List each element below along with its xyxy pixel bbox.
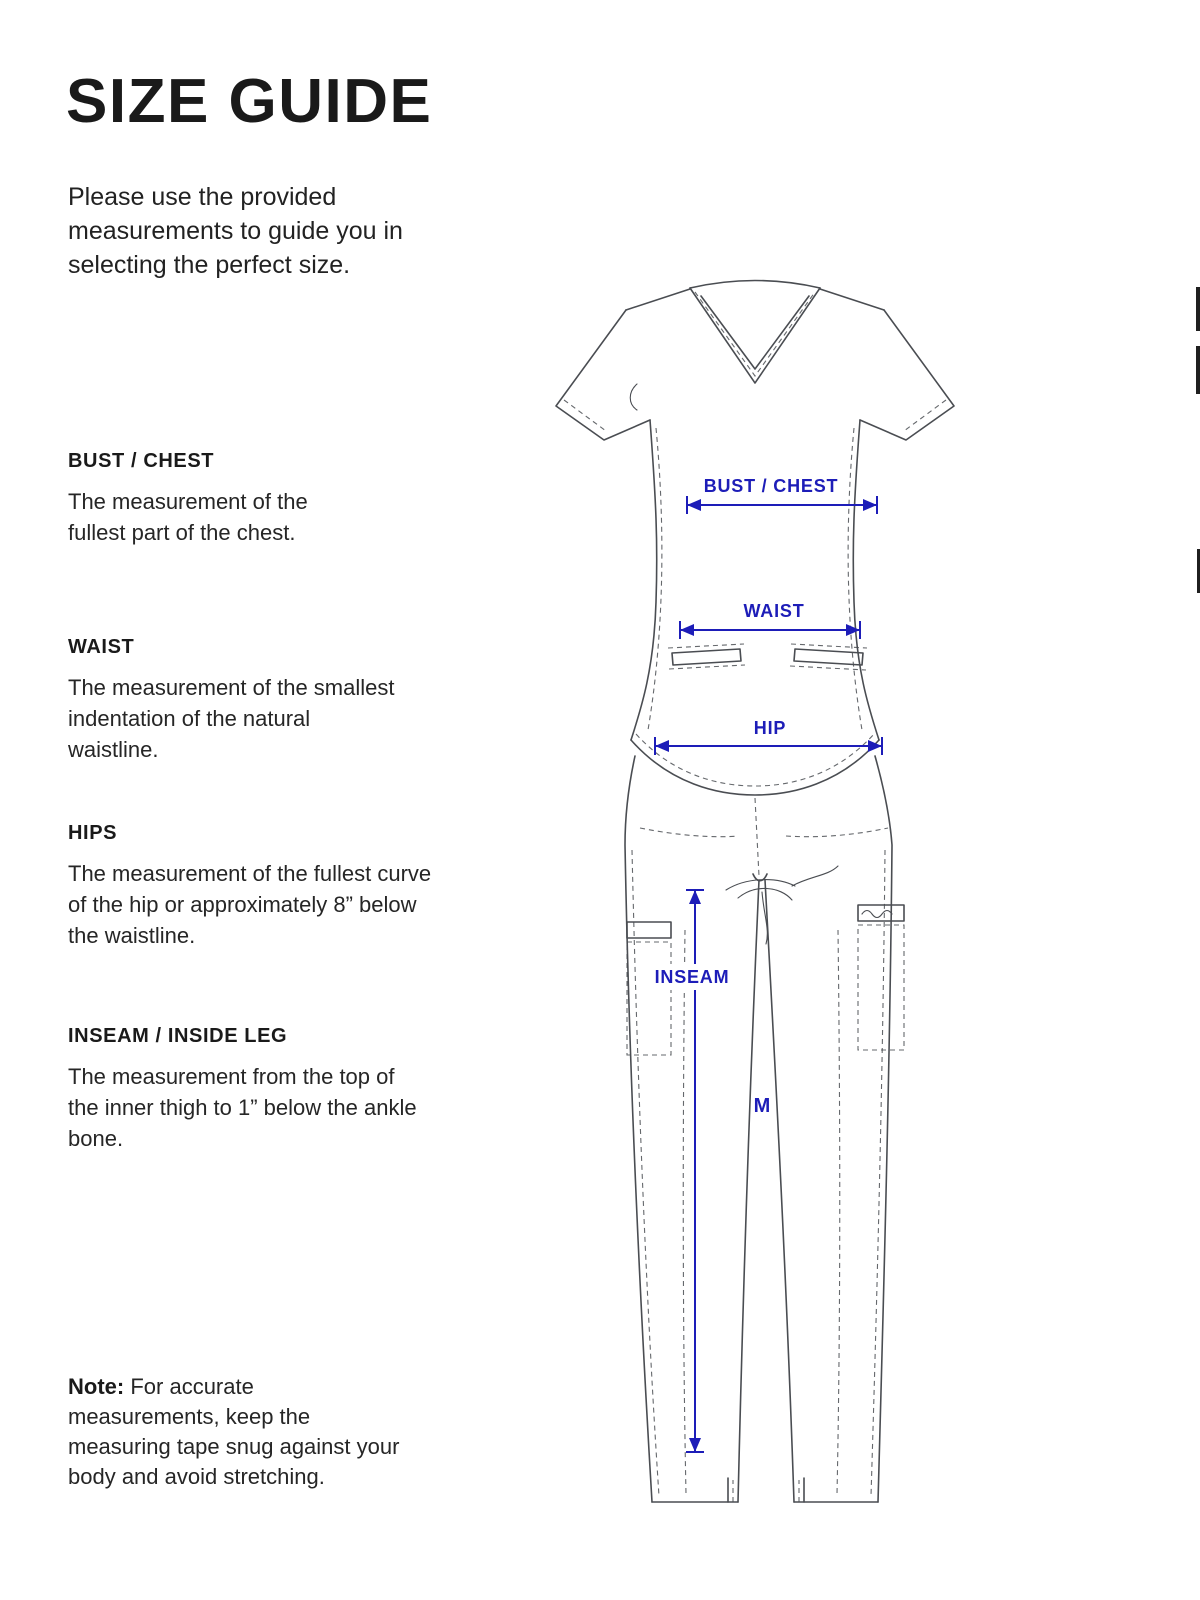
section-heading-hips: HIPS [68,822,118,844]
note-label: Note: [68,1374,125,1399]
page-title: SIZE GUIDE [66,67,433,136]
left-inner-seam [738,880,759,1502]
hip-measurement [655,718,882,755]
measurement-section-bust [68,450,368,548]
measurement-section-waist [68,636,398,765]
measurement-section-hips [68,822,453,951]
right-inner-seam [765,880,794,1502]
section-body-bust: The measurement of the fullest part of the chest. [68,489,308,545]
left-leg-crease [683,930,686,1494]
section-heading-inseam: INSEAM / INSIDE LEG [68,1025,288,1047]
right-cargo-pocket-flap [858,905,904,921]
section-heading-waist: WAIST [68,636,135,658]
hip-label: HIP [753,718,787,738]
measurement-section-inseam [68,1025,423,1154]
waist-label: WAIST [743,601,805,621]
right-outer-seam [875,756,892,1502]
collar-ribbing-dash [695,292,815,376]
screen-edge-artifact [1196,287,1200,331]
inseam-label: INSEAM [654,967,730,987]
section-heading-bust: BUST / CHEST [68,450,215,472]
measurement-annotations [646,476,882,1452]
left-side-outline [631,420,657,740]
hem-vent-stitch [733,1480,799,1502]
collar-inner-vneck [701,296,809,369]
left-outer-seam [625,756,652,1502]
left-welt-pocket [672,649,741,665]
screen-edge-artifact [1196,346,1200,394]
drawstring [726,866,838,944]
size-letter-label: M [753,1095,771,1117]
center-front-seam [755,798,759,876]
left-sleeve-outline [556,310,650,440]
right-sleeve-outline [860,310,954,440]
left-cargo-pocket [627,942,671,1055]
section-body-inseam: The measurement from the top of the inner thigh to 1” below the ankle bone. [68,1064,417,1151]
right-side-outline [853,420,879,740]
scrub-pants-illustration [625,756,904,1502]
right-cargo-pocket [858,925,904,1050]
side-hanging-loop [630,384,637,410]
collar-back-line [690,281,820,289]
right-leg-crease [837,930,840,1494]
shoulder-seams [626,289,884,310]
waistband-back-stitch [640,828,888,837]
scrubs-measurement-diagram [540,270,980,1520]
inseam-measurement [646,890,740,1452]
right-outer-topstitch [871,850,885,1496]
section-body-waist: The measurement of the smallest indentation of the natural waistline. [68,675,395,762]
bust-label: BUST / CHEST [703,476,839,496]
note-body: For accurate measurements, keep the measuring tape snug against your body and avoid stretching. [68,1374,400,1489]
note-text [68,1372,406,1492]
waist-measurement [680,601,860,639]
right-welt-pocket-stitch [790,644,867,670]
right-side-panel-seam [848,428,862,730]
intro-text: Please use the provided measurements to guide you in selecting the perfect size. [68,183,403,279]
hem-stitch [636,734,874,786]
section-body-hips: The measurement of the fullest curve of the hip or approximately 8” below the waistline. [68,861,432,948]
right-pocket-detail-scribble [862,911,892,918]
left-side-panel-seam [648,428,662,730]
bust-measurement [687,476,877,514]
